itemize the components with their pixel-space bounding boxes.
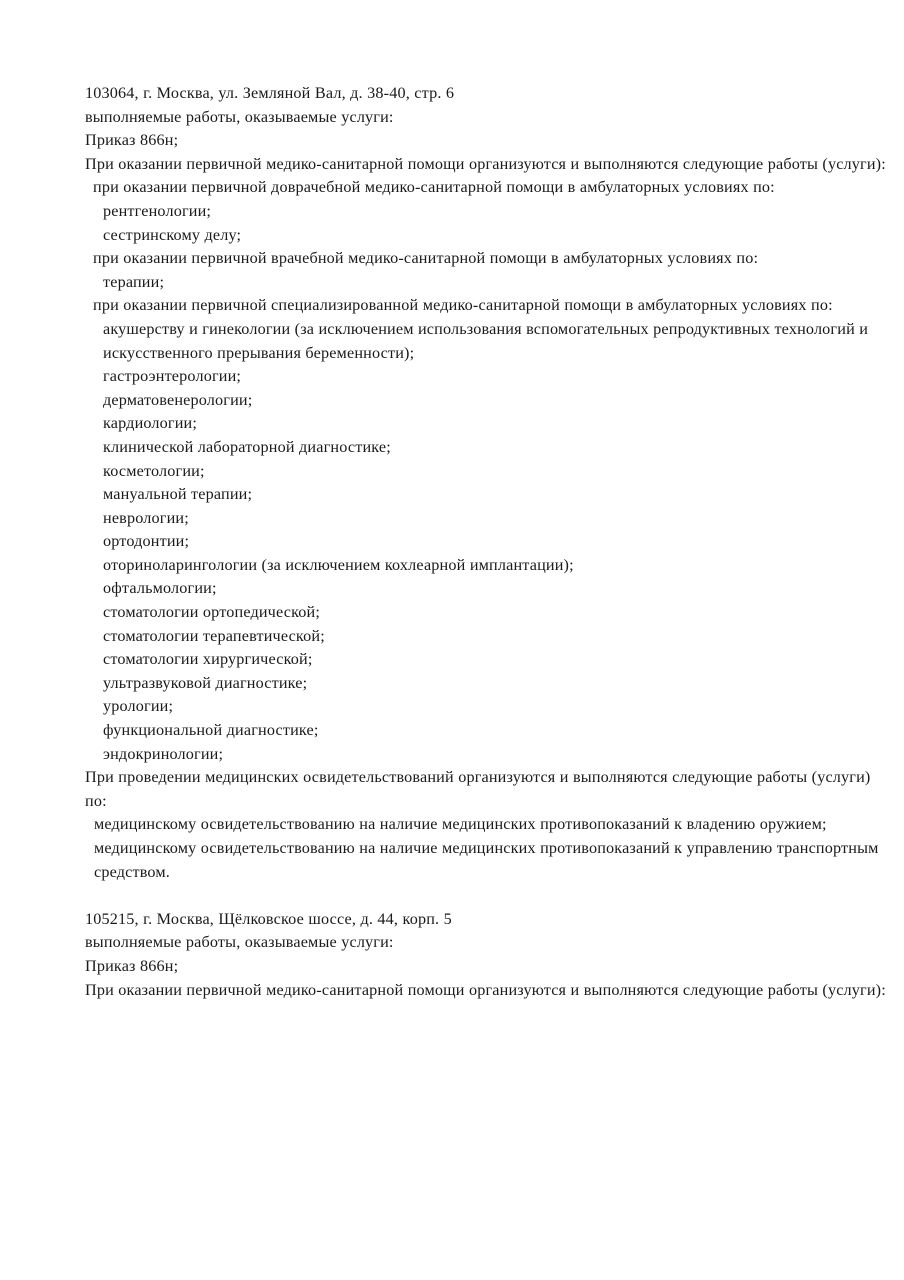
address-block-1	[85, 82, 892, 884]
service-item: эндокринологии;	[103, 744, 224, 763]
service-item: терапии;	[103, 272, 165, 291]
service-item: неврологии;	[103, 508, 189, 527]
service-item: кардиологии;	[103, 414, 198, 433]
service-item: рентгенологии;	[103, 201, 212, 220]
prehospital-care-intro: при оказании первичной доврачебной медико-санитарной помощи в амбулаторных условиях по:	[93, 178, 775, 197]
specialized-care-intro: при оказании первичной специализированной медико-санитарной помощи в амбулаторных условиях по:	[93, 296, 833, 315]
document-text-column	[85, 82, 892, 1002]
examination-item: медицинскому освидетельствованию на наличие медицинских противопоказаний к управлению транспортным средством.	[94, 839, 883, 881]
block-separator	[85, 884, 892, 908]
service-item: оториноларингологии (за исключением кохлеарной имплантации);	[103, 555, 574, 574]
service-item: акушерству и гинекологии (за исключением использования вспомогательных репродуктивных технологий и искусственного прерывания беременности);	[103, 319, 873, 362]
services-header: выполняемые работы, оказываемые услуги:	[85, 933, 394, 952]
service-item: урологии;	[103, 697, 174, 716]
service-item: клинической лабораторной диагностике;	[103, 437, 391, 456]
service-item: мануальной терапии;	[103, 485, 253, 504]
service-item: дерматовенерологии;	[103, 390, 253, 409]
service-item: косметологии;	[103, 461, 205, 480]
service-item: стоматологии ортопедической;	[103, 603, 321, 622]
service-item: стоматологии хирургической;	[103, 650, 313, 669]
address-line: 105215, г. Москва, Щёлковское шоссе, д. 44, корп. 5	[85, 909, 452, 928]
service-item: сестринскому делу;	[103, 225, 242, 244]
service-item: ортодонтии;	[103, 532, 190, 551]
primary-care-intro: При оказании первичной медико-санитарной помощи организуются и выполняются следующие работы (услуги):	[85, 980, 886, 999]
service-item: функциональной диагностике;	[103, 721, 319, 740]
medical-examination-intro: При проведении медицинских освидетельствований организуются и выполняются следующие работы (услуги) по:	[85, 768, 875, 810]
service-item: офтальмологии;	[103, 579, 217, 598]
service-item: ультразвуковой диагностике;	[103, 673, 308, 692]
service-item: стоматологии терапевтической;	[103, 626, 325, 645]
physician-care-intro: при оказании первичной врачебной медико-санитарной помощи в амбулаторных условиях по:	[93, 249, 759, 268]
services-header: выполняемые работы, оказываемые услуги:	[85, 107, 394, 126]
order-reference: Приказ 866н;	[85, 956, 179, 975]
address-block-2	[85, 908, 892, 1002]
primary-care-intro: При оказании первичной медико-санитарной помощи организуются и выполняются следующие работы (услуги):	[85, 154, 886, 173]
order-reference: Приказ 866н;	[85, 131, 179, 150]
service-item: гастроэнтерологии;	[103, 367, 242, 386]
address-line: 103064, г. Москва, ул. Земляной Вал, д. 38-40, стр. 6	[85, 84, 455, 102]
examination-item: медицинскому освидетельствованию на наличие медицинских противопоказаний к владению оружием;	[94, 815, 827, 834]
